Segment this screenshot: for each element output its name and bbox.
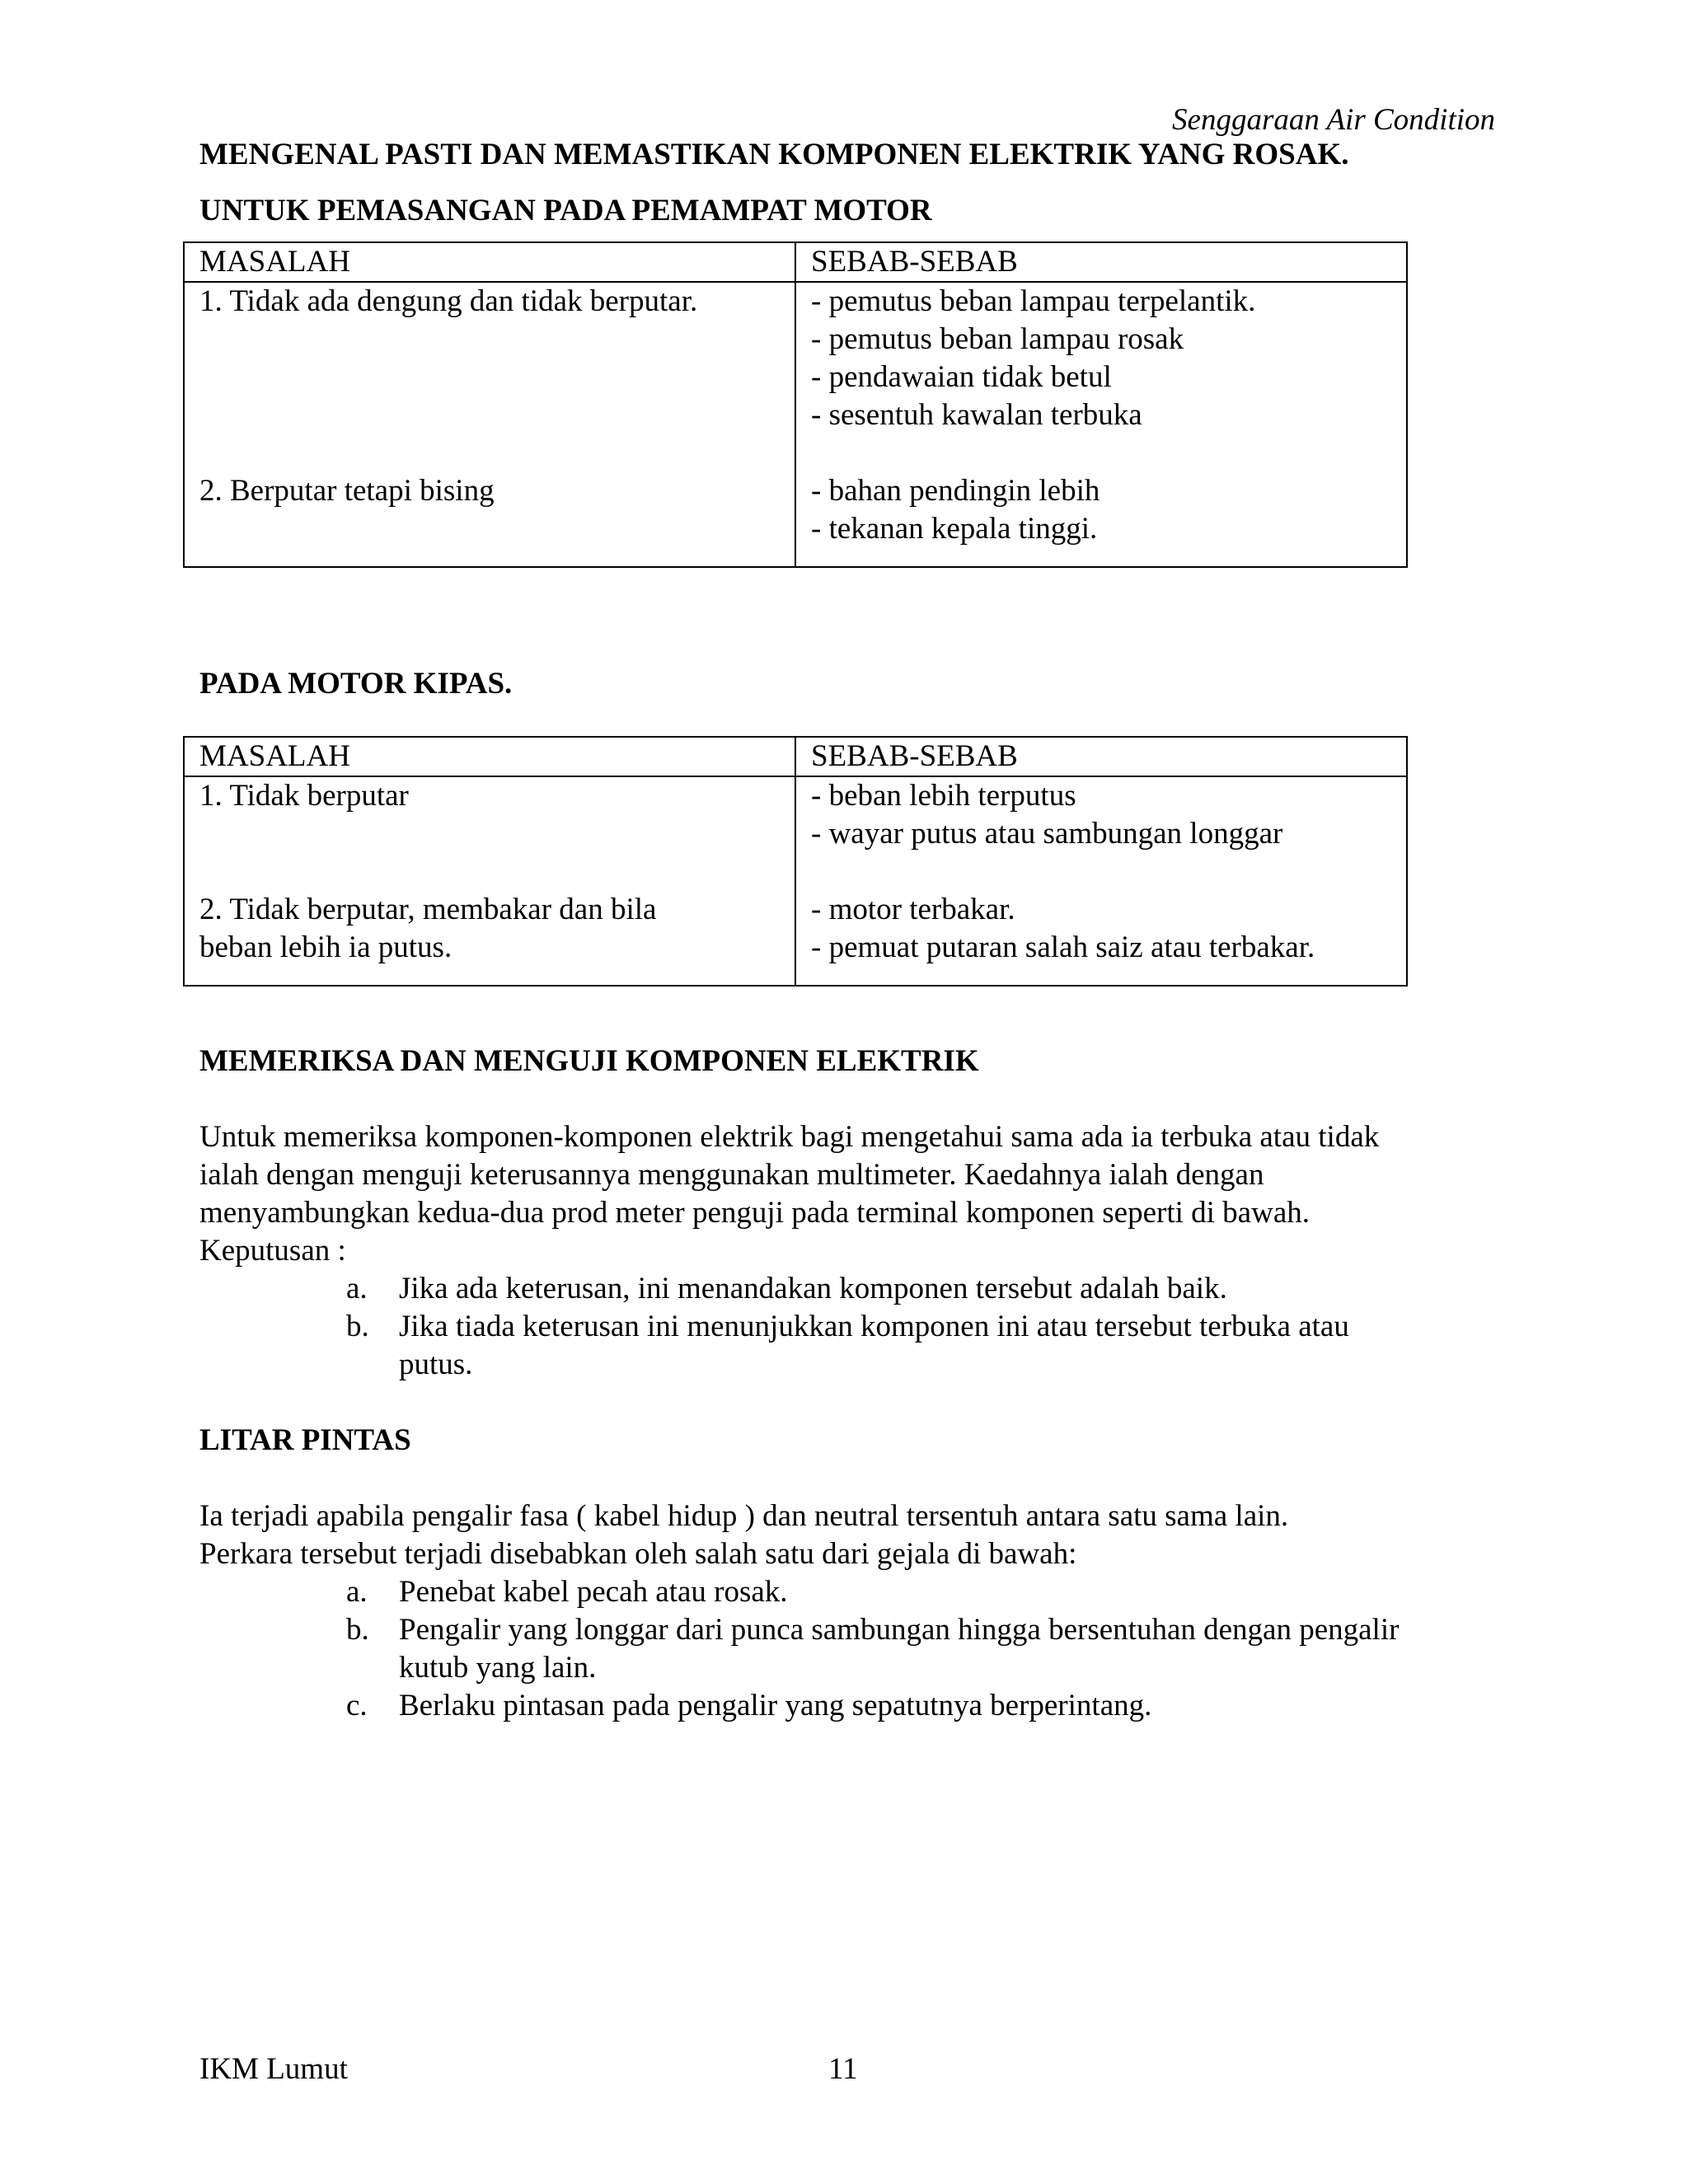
problem-text: beban lebih ia putus. — [199, 930, 452, 964]
section4-title: LITAR PINTAS — [199, 1423, 411, 1457]
cause-text: - tekanan kepala tinggi. — [811, 512, 1098, 546]
paragraph-line: ialah dengan menguji keterusannya menggunakan multimeter. Kaedahnya ialah dengan — [199, 1158, 1264, 1192]
compressor-table — [183, 241, 1408, 568]
list-item — [199, 1611, 1502, 1687]
problem-text: 1. Tidak ada dengung dan tidak berputar. — [199, 284, 698, 318]
cause-text: - pemutus beban lampau rosak — [811, 322, 1184, 356]
paragraph-line: Keputusan : — [199, 1234, 346, 1268]
paragraph-line: Untuk memeriksa komponen-komponen elektrik bagi mengetahui sama ada ia terbuka atau tidak — [199, 1120, 1380, 1154]
column-header-masalah: MASALAH — [184, 242, 795, 282]
paragraph-line: Perkara tersebut terjadi disebabkan oleh salah satu dari gejala di bawah: — [199, 1537, 1077, 1571]
problem-text: 2. Berputar tetapi bising — [199, 474, 495, 508]
list-item — [199, 1308, 1502, 1384]
list-item-text: Pengalir yang longgar dari punca sambungan hingga bersentuhan dengan pengalir — [399, 1613, 1400, 1647]
list-item-text: Berlaku pintasan pada pengalir yang sepatutnya berperintang. — [399, 1689, 1152, 1722]
list-item-text: Penebat kabel pecah atau rosak. — [399, 1575, 788, 1609]
problem-cell — [184, 282, 795, 567]
table-header-row — [184, 242, 1407, 282]
footer-institution: IKM Lumut — [199, 2052, 348, 2086]
list-marker: b. — [346, 1613, 369, 1647]
section3-paragraph — [199, 1118, 1502, 1270]
list-item-text: kutub yang lain. — [399, 1651, 597, 1685]
cause-text: - pemuat putaran salah saiz atau terbakar. — [811, 930, 1315, 964]
list-marker: a. — [346, 1575, 368, 1609]
problem-cell — [184, 776, 795, 986]
section1-title: MENGENAL PASTI DAN MEMASTIKAN KOMPONEN ELEKTRIK YANG ROSAK. — [199, 138, 1349, 171]
cause-text: - wayar putus atau sambungan longgar — [811, 817, 1283, 851]
causes-cell — [795, 282, 1407, 567]
list-marker: c. — [346, 1689, 368, 1722]
list-marker: b. — [346, 1310, 369, 1343]
table-header-row — [184, 737, 1407, 776]
list-item — [199, 1573, 1502, 1611]
list-item — [199, 1270, 1502, 1308]
cause-list — [199, 1573, 1502, 1725]
list-item-text: Jika tiada keterusan ini menunjukkan komponen ini atau tersebut terbuka atau — [399, 1310, 1349, 1343]
cause-text: - beban lebih terputus — [811, 779, 1076, 813]
paragraph-line: Ia terjadi apabila pengalir fasa ( kabel hidup ) dan neutral tersentuh antara satu sama lain. — [199, 1499, 1289, 1533]
column-header-sebab: SEBAB-SEBAB — [795, 242, 1407, 282]
causes-cell — [795, 776, 1407, 986]
page-content — [199, 136, 1502, 1725]
cause-text: - sesentuh kawalan terbuka — [811, 398, 1142, 432]
problem-text: 2. Tidak berputar, membakar dan bila — [199, 893, 657, 926]
list-marker: a. — [346, 1272, 368, 1305]
fan-motor-table — [183, 736, 1408, 987]
result-list — [199, 1270, 1502, 1384]
section1-subtitle: UNTUK PEMASANGAN PADA PEMAMPAT MOTOR — [199, 194, 932, 227]
list-item — [199, 1687, 1502, 1725]
cause-text: - pendawaian tidak betul — [811, 360, 1112, 394]
section2-title: PADA MOTOR KIPAS. — [199, 667, 513, 701]
page-number: 11 — [828, 2052, 858, 2086]
column-header-masalah: MASALAH — [184, 737, 795, 776]
table-row — [184, 282, 1407, 567]
cause-text: - bahan pendingin lebih — [811, 474, 1100, 508]
running-title: Senggaraan Air Condition — [1172, 103, 1495, 137]
column-header-sebab: SEBAB-SEBAB — [795, 737, 1407, 776]
cause-text: - pemutus beban lampau terpelantik. — [811, 284, 1256, 318]
section3-title: MEMERIKSA DAN MENGUJI KOMPONEN ELEKTRIK — [199, 1044, 979, 1078]
list-item-text: putus. — [399, 1347, 473, 1381]
list-item-text: Jika ada keterusan, ini menandakan komponen tersebut adalah baik. — [399, 1272, 1227, 1305]
problem-text: 1. Tidak berputar — [199, 779, 409, 813]
section4-paragraph — [199, 1497, 1502, 1573]
paragraph-line: menyambungkan kedua-dua prod meter penguji pada terminal komponen seperti di bawah. — [199, 1196, 1310, 1230]
cause-text: - motor terbakar. — [811, 893, 1015, 926]
table-row — [184, 776, 1407, 986]
